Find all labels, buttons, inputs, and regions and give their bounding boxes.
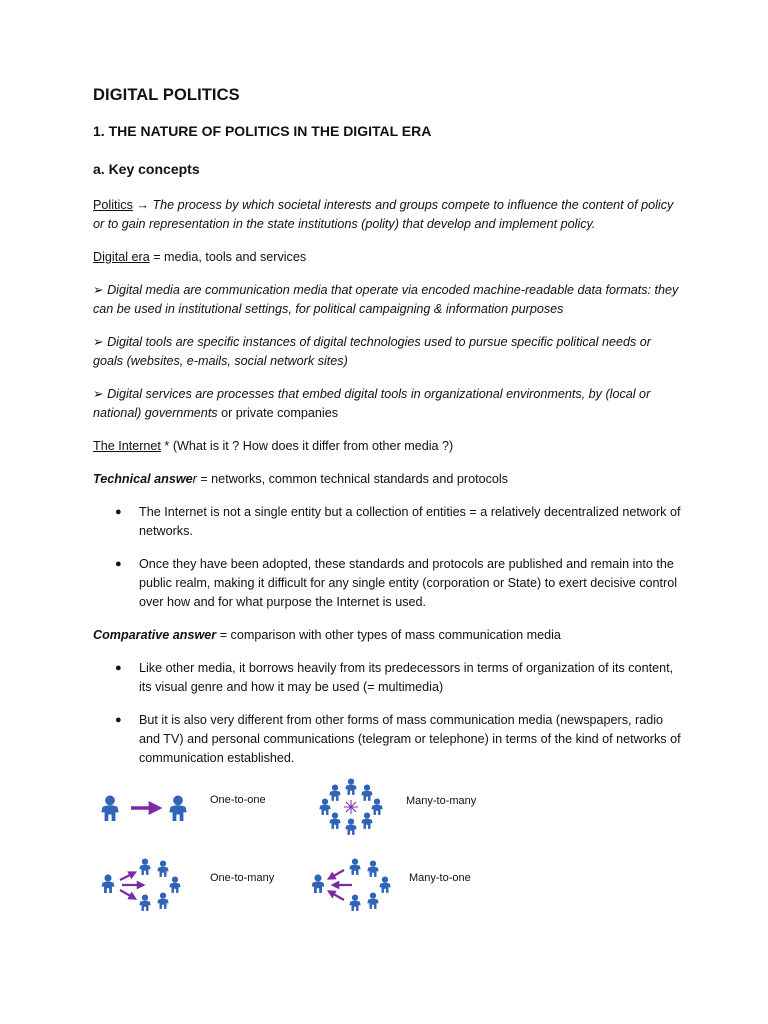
- arrow-marker: ➢: [93, 283, 104, 297]
- arrow-item-text: Digital tools are specific instances of digital technologies used to pursue specific political needs or goals (websites, e-mails, social network sites): [93, 335, 651, 368]
- politics-term: Politics: [93, 198, 133, 212]
- digital-era-definition: [93, 248, 683, 267]
- bullet-icon: ●: [115, 558, 122, 570]
- one-to-many-label: One-to-many: [210, 872, 275, 884]
- many-to-many-diagram: [316, 778, 496, 836]
- section-heading: 1. THE NATURE OF POLITICS IN THE DIGITAL ERA: [93, 123, 432, 139]
- internet-term: The Internet: [93, 439, 161, 453]
- bullet-icon: ●: [115, 506, 122, 518]
- comparative-answer-text: = comparison with other types of mass communication media: [216, 628, 561, 642]
- list-item: [93, 711, 683, 768]
- bullet-icon: ●: [115, 714, 122, 726]
- arrow-marker: ➢: [93, 335, 104, 349]
- arrow-item-text: Digital services are processes that embed digital tools in organizational environments, by (local or national) governments: [93, 387, 651, 420]
- one-to-one-label: One-to-one: [210, 794, 266, 806]
- list-item-text: But it is also very different from other forms of mass communication media (newspapers, radio and TV) and personal communications (telegram or telephone) in terms of the kind of networks of communication established.: [139, 713, 681, 765]
- list-item: [93, 659, 683, 697]
- internet-heading: [93, 437, 683, 456]
- digital-era-text: = media, tools and services: [153, 250, 307, 264]
- politics-definition-text: The process by which societal interests and groups compete to influence the content of policy or to gain representation in the state institutions (polity) that develop and implement policy.: [93, 198, 674, 231]
- technical-answer: [93, 470, 683, 489]
- digital-media-item: [93, 281, 683, 319]
- comparative-answer-term: Comparative answer: [93, 628, 217, 642]
- technical-answer-term: Technical answe: [93, 472, 193, 486]
- many-to-one-diagram: [308, 856, 498, 912]
- arrow-item-tail: or private companies: [217, 406, 339, 420]
- technical-bullets: [93, 503, 683, 612]
- one-to-many-icon: [98, 856, 188, 912]
- definition-arrow: →: [136, 198, 149, 212]
- comparative-answer: [93, 626, 683, 645]
- many-to-many-icon: [316, 778, 388, 836]
- technical-answer-term-tail: r: [192, 472, 197, 486]
- list-item: [93, 555, 683, 612]
- arrow-marker: ➢: [93, 387, 104, 401]
- comparative-bullets: [93, 659, 683, 768]
- many-to-one-label: Many-to-one: [409, 872, 471, 884]
- bullet-icon: ●: [115, 662, 122, 674]
- list-item: [93, 503, 683, 541]
- list-item-text: The Internet is not a single entity but a collection of entities = a relatively decentralized network of networks.: [139, 505, 681, 538]
- politics-definition: [93, 196, 683, 234]
- arrow-item-text: Digital media are communication media that operate via encoded machine-readable data formats: they can be used in institutional settings, for political campaigning & information purposes: [93, 283, 679, 316]
- digital-tools-item: [93, 333, 683, 371]
- document-page: [93, 86, 683, 782]
- many-to-one-icon: [308, 856, 398, 912]
- list-item-text: Once they have been adopted, these standards and protocols are published and remain into the public realm, making it difficult for any single entity (corporation or State) to exert decisive control over how and for what purpose the Internet is used.: [139, 557, 678, 609]
- list-item-text: Like other media, it borrows heavily from its predecessors in terms of organization of its content, its visual genre and how it may be used (= multimedia): [139, 661, 674, 694]
- many-to-many-label: Many-to-many: [406, 795, 477, 807]
- subsection-heading: a. Key concepts: [93, 161, 200, 177]
- digital-services-item: [93, 385, 683, 423]
- one-to-many-diagram: [98, 856, 298, 912]
- one-to-one-diagram: [97, 784, 297, 834]
- digital-era-term: Digital era: [93, 250, 150, 264]
- technical-answer-text: = networks, common technical standards and protocols: [196, 472, 508, 486]
- internet-question: * (What is it ? How does it differ from other media ?): [160, 439, 454, 453]
- one-to-one-icon: [97, 784, 297, 834]
- document-title: DIGITAL POLITICS: [93, 86, 240, 104]
